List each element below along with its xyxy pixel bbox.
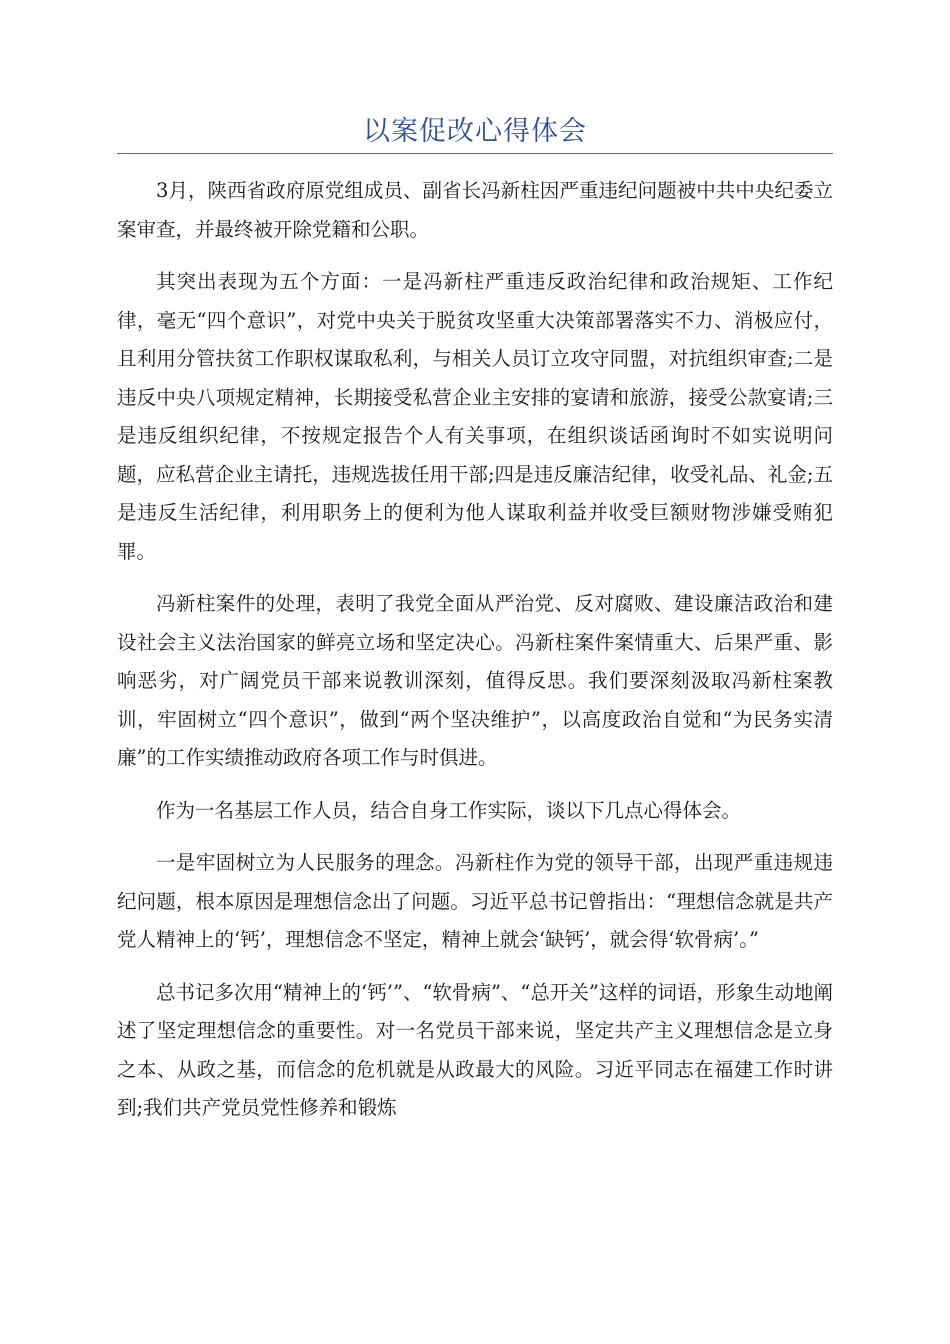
paragraph-6: 总书记多次用“精神上的‘钙’”、“软骨病”、“总开关”这样的词语，形象生动地阐述了坚定理想信念的重要性。对一名党员干部来说，坚定共产主义理想信念是立身之本、从政之基，而信念的危机就是从政最大的风险。习近平同志在福建工作时讲到;我们共产党员党性修养和锻炼 bbox=[117, 980, 833, 1119]
paragraph-3: 冯新柱案件的处理，表明了我党全面从严治党、反对腐败、建设廉洁政治和建设社会主义法治国家的鲜亮立场和坚定决心。冯新柱案件案情重大、后果严重、影响恶劣，对广阔党员干部来说教训深刻，值得反思。我们要深刻汲取冯新柱案教训，牢固树立“四个意识”，做到“两个坚决维护”，以高度政治自觉和“为民务实清廉”的工作实绩推动政府各项工作与时俱进。 bbox=[117, 592, 833, 769]
paragraph-5: 一是牢固树立为人民服务的理念。冯新柱作为党的领导干部，出现严重违规违纪问题，根本原因是理想信念出了问题。习近平总书记曾指出：“理想信念就是共产党人精神上的‘钙’，理想信念不坚定，精神上就会‘缺钙’，就会得‘软骨病’。” bbox=[117, 851, 833, 951]
paragraph-2: 其突出表现为五个方面：一是冯新柱严重违反政治纪律和政治规矩、工作纪律，毫无“四个意识”，对党中央关于脱贫攻坚重大决策部署落实不力、消极应付，且利用分管扶贫工作职权谋取私利，与相关人员订立攻守同盟，对抗组织审查;二是违反中央八项规定精神，长期接受私营企业主安排的宴请和旅游，接受公款宴请;三是违反组织纪律，不按规定报告个人有关事项，在组织谈话函询时不如实说明问题，应私营企业主请托，违规选拔任用干部;四是违反廉洁纪律，收受礼品、礼金;五是违反生活纪律，利用职务上的便利为他人谋取利益并收受巨额财物涉嫌受贿犯罪。 bbox=[117, 270, 833, 563]
paragraph-1: 3月，陕西省政府原党组成员、副省长冯新柱因严重违纪问题被中共中央纪委立案审查，并最终被开除党籍和公职。 bbox=[117, 179, 833, 241]
document-body bbox=[117, 172, 833, 1142]
document-title: 以案促改心得体会 bbox=[363, 116, 587, 147]
title-underline bbox=[117, 153, 833, 154]
paragraph-4: 作为一名基层工作人员，结合自身工作实际，谈以下几点心得体会。 bbox=[156, 798, 742, 822]
